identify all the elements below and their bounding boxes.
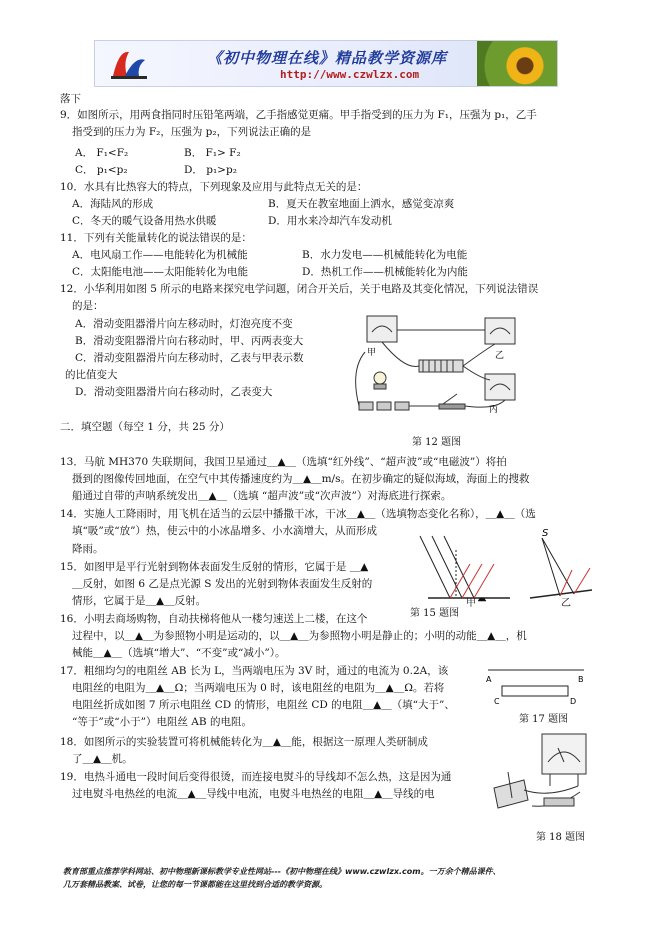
text-line: 船通过自带的声呐系统发出＿▲＿（选填 “超声波”或“次声波”）对海底进行探索。 [72,490,452,502]
option-b: B．滑动变阻器滑片向右移动时，甲、丙两表变大 [75,335,304,347]
text-line: 落下 [60,93,81,105]
text-line: 填“吸”或“放”）热，使云中的小冰晶增多、小水滴增大，从而形成 [72,525,377,537]
text-line: 的比值变大 [65,369,118,381]
text-line: 电阻丝折成如图 7 所示电阻丝 CD 的情形，电阻丝 CD 的电阻＿▲＿（填“大于”、 [72,699,455,711]
option-d: D．用水来冷却汽车发动机 [268,215,392,227]
option-b: B． F₁> F₂ [184,147,241,159]
figure-15-caption: 第 15 题图 [410,608,460,619]
fig15-label-jia: 甲 [466,598,476,609]
footer-line-1: 教育部重点推荐学科网站、初中物理新课标教学专业性网站---《初中物理在线》www.czwlzx.com。一万余个精品课件、 [63,867,501,876]
fig15-label-s: S [542,528,549,539]
banner-title: 《初中物理在线》精品教学资源库 [207,49,448,67]
meter-label-jia: 甲 [367,348,377,358]
sunflower-image [477,41,557,86]
meter-label-bing: 丙 [489,405,499,415]
header-banner [94,40,558,87]
figure-18-caption: 第 18 题图 [536,832,586,843]
option-c: C．太阳能电池——太阳能转化为电能 [72,266,249,278]
option-b: B．水力发电——机械能转化为电能 [302,249,468,261]
option-d: D．滑动变阻器滑片向右移动时，乙表变大 [75,386,273,398]
option-c: C． p₁<p₂ [75,164,128,176]
text-line: 过程中，以＿▲＿为参照物小明是运动的，以＿▲＿为参照物小明是静止的；小明的动能＿▲＿，机 [72,630,527,642]
option-c: C．冬天的暖气设备用热水供暖 [72,215,217,227]
resistance-wire-figure [484,664,589,706]
question-17: 17．粗细均匀的电阻丝 AB 长为 L，当两端电压为 3V 时，通过的电流为 0.2A，该 [60,665,449,677]
text-line: 情形，它属于是＿▲＿反射。 [72,595,207,607]
question-13: 13．马航 MH370 失联期间，我国卫星通过＿▲＿（选填“红外线”、“超声波”或“电磁波”）将拍 [60,456,507,468]
meter-label-yi: 乙 [495,351,505,361]
option-c: C．滑动变阻器滑片向左移动时，乙表与甲表示数 [75,352,304,364]
text-line: 降雨。 [72,543,104,555]
text-line: 了＿▲＿机。 [72,753,133,765]
option-a: A．电风扇工作——电能转化为机械能 [72,249,248,261]
reflection-diagram-figure [410,528,600,613]
option-b: B．夏天在教室地面上洒水，感觉变凉爽 [268,198,455,210]
question-16: 16．小明去商场购物，自动扶梯将他从一楼匀速送上二楼，在这个 [60,613,368,625]
text-line: 摄到的图像传回地面，在空气中其传播速度约为＿▲＿m/s。在初步确定的疑似海域，海面上的搜救 [72,473,530,485]
figure-12-caption: 第 12 题图 [412,437,462,448]
site-logo-icon [109,46,149,82]
banner-url[interactable]: http://www.czwlzx.com [280,68,420,81]
footer-line-2: 几万套精品教案、试卷，让您的每一节课都能在这里找到合适的教学资源。 [63,880,327,889]
generator-apparatus-figure [488,728,594,820]
question-14: 14．实施人工降雨时，用飞机在适当的云层中播撒干冰，干冰＿▲＿（选填物态变化名称），＿▲＿（选 [60,508,536,520]
question-15: 15．如图甲是平行光射到物体表面发生反射的情形，它属于是 ＿▲ [60,561,369,573]
fig17-label-c: C [494,697,500,706]
question-11: 11．下列有关能量转化的说法错误的是： [60,232,252,244]
question-18: 18．如图所示的实验装置可将机械能转化为＿▲＿能，根据这一原理人类研制成 [60,736,428,748]
text-line: 指受到的压力为 F₂，压强为 p₂，下列说法正确的是 [72,126,312,138]
question-9: 9．如图所示，用两食指同时压铅笔两端，乙手指感觉更痛。甲手指受到的压力为 F₁，压强为 p₁，乙手 [60,109,537,121]
text-line: 过电熨斗电热丝的电流＿▲＿导线中电流，电熨斗电热丝的电阻＿▲＿导线的电 [72,788,435,800]
text-line: 的是： [72,300,104,312]
option-d: D． p₁>p₂ [184,164,237,176]
fig17-label-b: B [578,675,584,684]
text-line: ＿反射，如图 6 乙是点光源 S 发出的光射到物体表面发生反射的 [72,578,373,590]
fig15-label-yi: 乙 [561,598,571,609]
option-d: D．热机工作——机械能转化为内能 [302,266,468,278]
option-a: A． F₁<F₂ [75,147,129,159]
text-line: 电阻丝的电阻为＿▲＿Ω；当两端电压为 0 时，该电阻丝的电阻为＿▲＿Ω。若将 [72,682,445,694]
question-19: 19．电热斗通电一段时间后变得很烫，而连接电熨斗的导线却不怎么热，这是因为通 [60,771,452,783]
text-line: 械能＿▲＿（选填“增大”、“不变”或“减小”）。 [72,647,286,659]
figure-17-caption: 第 17 题图 [519,714,569,725]
text-line: “等于”或“小于”）电阻丝 AB 的电阻。 [72,716,252,728]
option-a: A．滑动变阻器滑片向左移动时，灯泡亮度不变 [75,318,293,330]
circuit-diagram-figure [345,310,535,425]
fig17-label-a: A [486,675,492,684]
question-10: 10．水具有比热容大的特点，下列现象及应用与此特点无关的是： [60,181,368,193]
question-12: 12．小华利用如图 5 所示的电路来探究电学问题，闭合开关后，关于电路及其变化情况，下列说法错误 [60,283,539,295]
section-heading: 二．填空题（每空 1 分，共 25 分） [60,421,230,433]
fig17-label-d: D [570,697,577,706]
option-a: A．海陆风的形成 [72,198,154,210]
